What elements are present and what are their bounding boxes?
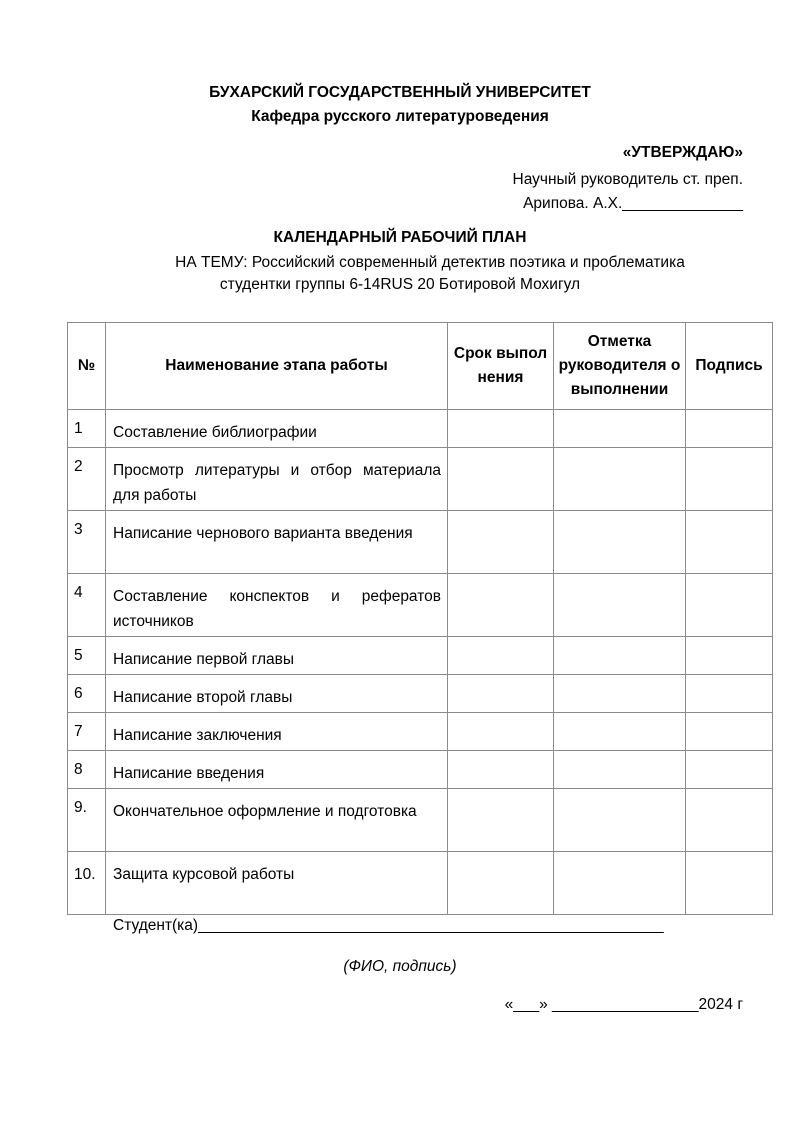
row-stage: Написание заключения xyxy=(106,713,448,751)
row-sign-cell xyxy=(686,410,773,448)
row-stage: Окончательное оформление и подготовка xyxy=(106,789,448,852)
row-stage: Написание введения xyxy=(106,751,448,789)
row-sign-cell xyxy=(686,511,773,574)
table-row xyxy=(68,852,773,915)
row-note-cell xyxy=(554,852,686,915)
row-stage: Составление библиографии xyxy=(106,410,448,448)
row-note-cell xyxy=(554,637,686,675)
table-row xyxy=(68,713,773,751)
row-sign-cell xyxy=(686,637,773,675)
table-row xyxy=(68,751,773,789)
row-deadline-cell xyxy=(448,637,554,675)
plan-student: студентки группы 6-14RUS 20 Ботировой Мохигул xyxy=(219,276,581,293)
header-supervisor-note: Отметка руководителя о выполнении xyxy=(554,323,686,410)
row-sign-cell xyxy=(686,852,773,915)
row-note-cell xyxy=(554,448,686,511)
row-stage: Написание второй главы xyxy=(106,675,448,713)
row-sign-cell xyxy=(686,789,773,852)
row-deadline-cell xyxy=(448,574,554,637)
row-note-cell xyxy=(554,410,686,448)
row-stage: Защита курсовой работы xyxy=(106,852,448,915)
table-header-row xyxy=(68,323,773,410)
row-note-cell xyxy=(554,751,686,789)
student-signature-line: Студент(ка)______________________________________________________ xyxy=(113,917,664,934)
table-row xyxy=(68,410,773,448)
row-num: 5 xyxy=(68,637,106,675)
row-num: 3 xyxy=(68,511,106,574)
row-stage: Просмотр литературы и отбор материала для работы xyxy=(106,448,448,511)
row-num: 8 xyxy=(68,751,106,789)
row-sign-cell xyxy=(686,675,773,713)
row-deadline-cell xyxy=(448,713,554,751)
row-num: 7 xyxy=(68,713,106,751)
approval-signature-line: Арипова. А.Х.______________ xyxy=(523,195,743,212)
row-num: 10. xyxy=(68,852,106,915)
row-deadline-cell xyxy=(448,448,554,511)
row-note-cell xyxy=(554,511,686,574)
header-signature: Подпись xyxy=(686,323,773,410)
row-num: 9. xyxy=(68,789,106,852)
row-num: 1 xyxy=(68,410,106,448)
header-deadline: Срок выполнения xyxy=(448,323,554,410)
table-row xyxy=(68,637,773,675)
row-note-cell xyxy=(554,789,686,852)
row-note-cell xyxy=(554,574,686,637)
row-stage: Составление конспектов и рефератов источников xyxy=(106,574,448,637)
row-stage: Написание первой главы xyxy=(106,637,448,675)
work-plan-table xyxy=(67,322,773,915)
row-sign-cell xyxy=(686,574,773,637)
row-sign-cell xyxy=(686,448,773,511)
department-name: Кафедра русского литературоведения xyxy=(251,108,549,125)
row-num: 2 xyxy=(68,448,106,511)
table-row xyxy=(68,511,773,574)
row-sign-cell xyxy=(686,713,773,751)
university-name: БУХАРСКИЙ ГОСУДАРСТВЕННЫЙ УНИВЕРСИТЕТ xyxy=(209,84,591,101)
table-row xyxy=(68,574,773,637)
fio-caption: (ФИО, подпись) xyxy=(343,958,457,975)
approval-title: «УТВЕРЖДАЮ» xyxy=(622,144,743,161)
plan-topic: НА ТЕМУ: Российский современный детектив поэтика и проблематика xyxy=(175,254,685,271)
header-num: № xyxy=(68,323,106,410)
plan-title: КАЛЕНДАРНЫЙ РАБОЧИЙ ПЛАН xyxy=(273,229,527,246)
row-deadline-cell xyxy=(448,410,554,448)
row-deadline-cell xyxy=(448,789,554,852)
row-note-cell xyxy=(554,675,686,713)
row-sign-cell xyxy=(686,751,773,789)
approval-supervisor: Научный руководитель ст. преп. xyxy=(512,171,743,188)
row-deadline-cell xyxy=(448,675,554,713)
row-num: 6 xyxy=(68,675,106,713)
table-row xyxy=(68,675,773,713)
row-deadline-cell xyxy=(448,751,554,789)
row-deadline-cell xyxy=(448,852,554,915)
table-row xyxy=(68,789,773,852)
table-row xyxy=(68,448,773,511)
header-stage-name: Наименование этапа работы xyxy=(106,323,448,410)
date-line: «___» _________________2024 г xyxy=(504,996,743,1013)
row-stage: Написание чернового варианта введения xyxy=(106,511,448,574)
row-note-cell xyxy=(554,713,686,751)
row-num: 4 xyxy=(68,574,106,637)
row-deadline-cell xyxy=(448,511,554,574)
